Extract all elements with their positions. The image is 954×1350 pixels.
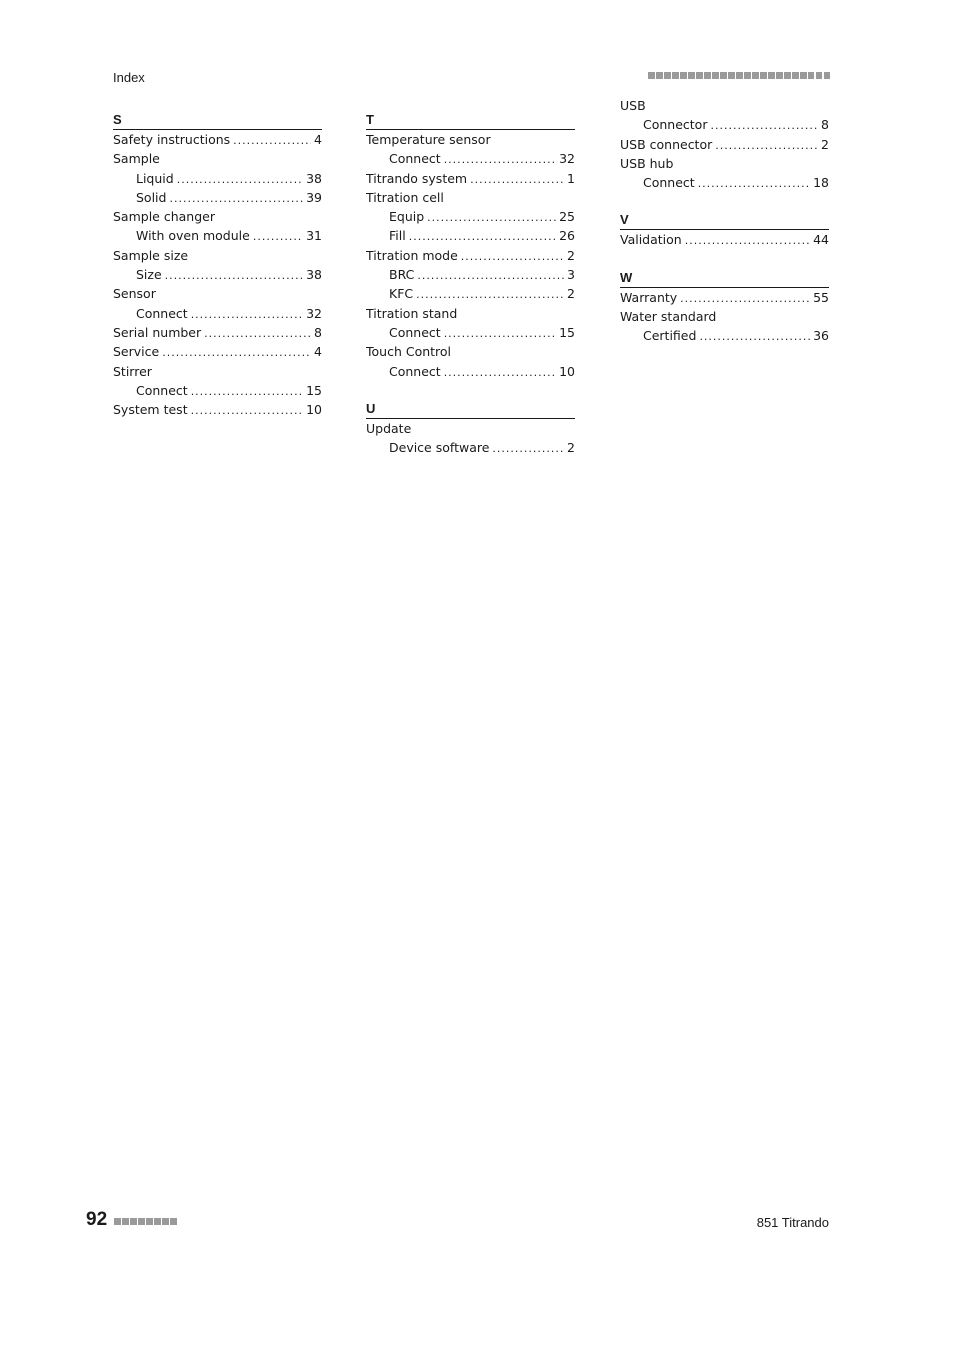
index-entry xyxy=(366,342,575,361)
index-subentry xyxy=(366,207,575,226)
entry-label: Titration mode xyxy=(366,247,458,263)
entry-label: Titration stand xyxy=(366,305,458,321)
entry-label: BRC xyxy=(389,267,415,283)
index-subentry xyxy=(366,265,575,284)
dot-leader xyxy=(162,343,311,361)
index-column-3 xyxy=(620,98,829,364)
entry-page-number: 15 xyxy=(559,324,575,340)
decorative-square xyxy=(720,72,727,79)
dot-leader xyxy=(191,382,303,400)
index-section xyxy=(366,110,575,381)
index-section xyxy=(620,268,829,346)
dot-leader xyxy=(461,247,564,265)
section-letter-heading: W xyxy=(620,268,829,288)
footer-decorative-squares xyxy=(114,1218,177,1225)
decorative-square xyxy=(648,72,655,79)
index-subentry xyxy=(113,169,322,188)
entry-page-number: 2 xyxy=(821,136,829,152)
entry-page-number: 18 xyxy=(813,175,829,191)
index-entry xyxy=(113,149,322,168)
entry-label: Device software xyxy=(389,440,490,456)
entry-label: Connector xyxy=(643,117,708,133)
index-entry xyxy=(620,230,829,249)
index-subentry xyxy=(113,265,322,284)
decorative-square xyxy=(800,72,807,79)
entry-page-number: 10 xyxy=(306,402,322,418)
index-section xyxy=(620,210,829,249)
entry-label: Sample changer xyxy=(113,209,215,225)
decorative-square xyxy=(146,1218,153,1225)
decorative-square xyxy=(672,72,679,79)
entry-label: USB hub xyxy=(620,155,674,171)
entry-page-number: 2 xyxy=(567,247,575,263)
entry-label: Service xyxy=(113,344,160,360)
entry-label: Connect xyxy=(389,363,441,379)
index-entry xyxy=(366,169,575,188)
dot-leader xyxy=(191,305,303,323)
section-letter-heading: T xyxy=(366,110,575,130)
entry-label: Safety instructions xyxy=(113,132,231,147)
decorative-square xyxy=(154,1218,161,1225)
index-entry xyxy=(366,304,575,323)
entry-page-number: 55 xyxy=(813,289,829,305)
decorative-square xyxy=(792,72,799,79)
index-entry xyxy=(620,96,829,115)
entry-page-number: 39 xyxy=(306,189,322,205)
entry-page-number: 26 xyxy=(559,228,575,244)
index-entry xyxy=(366,419,575,438)
decorative-square xyxy=(162,1218,169,1225)
entry-page-number: 25 xyxy=(559,209,575,225)
decorative-square xyxy=(680,72,687,79)
decorative-square xyxy=(696,72,703,79)
index-entry xyxy=(113,284,322,303)
index-column-2 xyxy=(366,110,575,475)
index-subentry xyxy=(366,284,575,303)
entry-page-number: 38 xyxy=(306,170,322,186)
entry-label: Connect xyxy=(136,382,188,398)
entry-page-number: 2 xyxy=(567,286,575,302)
section-letter-heading: U xyxy=(366,399,575,419)
decorative-square xyxy=(130,1218,137,1225)
entry-page-number: 4 xyxy=(314,132,322,147)
index-entry xyxy=(113,246,322,265)
entry-label: Solid xyxy=(136,189,167,205)
running-header-title: Index xyxy=(113,70,145,85)
entry-label: Fill xyxy=(389,228,406,244)
entry-label: Liquid xyxy=(136,170,174,186)
decorative-square xyxy=(784,72,791,79)
index-entry xyxy=(620,307,829,326)
entry-label: Serial number xyxy=(113,324,202,340)
decorative-square xyxy=(744,72,751,79)
decorative-square xyxy=(760,72,767,79)
entry-page-number: 10 xyxy=(559,363,575,379)
entry-label: Size xyxy=(136,267,162,283)
decorative-square xyxy=(122,1218,129,1225)
decorative-square xyxy=(138,1218,145,1225)
page-number: 92 xyxy=(86,1209,108,1230)
entry-label: Temperature sensor xyxy=(366,132,491,147)
entry-page-number: 8 xyxy=(821,117,829,133)
index-entry xyxy=(113,342,322,361)
dot-leader xyxy=(698,174,810,192)
dot-leader xyxy=(233,131,311,149)
decorative-square xyxy=(114,1218,121,1225)
section-letter-heading: V xyxy=(620,210,829,230)
index-subentry xyxy=(366,323,575,342)
index-column-1 xyxy=(113,110,322,437)
dot-leader xyxy=(470,170,564,188)
decorative-square xyxy=(776,72,783,79)
dot-leader xyxy=(699,327,810,345)
product-name: 851 Titrando xyxy=(756,1215,829,1230)
entry-label: Sensor xyxy=(113,286,156,302)
entry-label: Stirrer xyxy=(113,363,152,379)
index-section xyxy=(113,110,322,419)
decorative-square xyxy=(736,72,743,79)
index-entry xyxy=(620,288,829,307)
entry-page-number: 8 xyxy=(314,324,322,340)
index-entry xyxy=(113,362,322,381)
entry-label: Connect xyxy=(643,175,695,191)
entry-label: USB xyxy=(620,98,646,113)
index-subentry xyxy=(620,173,829,192)
decorative-square xyxy=(656,72,663,79)
index-subentry xyxy=(113,381,322,400)
index-subentry xyxy=(113,188,322,207)
entry-page-number: 32 xyxy=(306,305,322,321)
index-section xyxy=(620,96,829,192)
decorative-square xyxy=(664,72,671,79)
decorative-square xyxy=(824,72,831,79)
dot-leader xyxy=(680,289,810,307)
decorative-square xyxy=(808,72,815,79)
entry-page-number: 15 xyxy=(306,382,322,398)
decorative-square xyxy=(688,72,695,79)
dot-leader xyxy=(169,189,303,207)
dot-leader xyxy=(444,324,556,342)
entry-page-number: 4 xyxy=(314,344,322,360)
decorative-square xyxy=(728,72,735,79)
entry-label: Certified xyxy=(643,328,697,344)
index-entry xyxy=(620,154,829,173)
index-subentry xyxy=(366,438,575,457)
index-subentry xyxy=(366,149,575,168)
decorative-square xyxy=(816,72,823,79)
dot-leader xyxy=(492,439,564,457)
index-subentry xyxy=(366,362,575,381)
dot-leader xyxy=(710,116,818,134)
dot-leader xyxy=(165,266,303,284)
index-subentry xyxy=(620,326,829,345)
index-entry xyxy=(366,188,575,207)
entry-label: Connect xyxy=(389,324,441,340)
entry-label: Validation xyxy=(620,232,682,248)
entry-label: KFC xyxy=(389,286,414,302)
index-entry xyxy=(620,135,829,154)
dot-leader xyxy=(204,324,311,342)
entry-label: Titration cell xyxy=(366,189,444,205)
dot-leader xyxy=(715,136,818,154)
index-entry xyxy=(366,130,575,149)
entry-page-number: 3 xyxy=(567,267,575,283)
dot-leader xyxy=(685,231,810,249)
entry-page-number: 38 xyxy=(306,267,322,283)
dot-leader xyxy=(177,170,303,188)
dot-leader xyxy=(409,227,556,245)
decorative-square xyxy=(752,72,759,79)
decorative-square xyxy=(768,72,775,79)
entry-label: Titrando system xyxy=(366,170,468,186)
entry-label: Connect xyxy=(136,305,188,321)
entry-label: Sample xyxy=(113,151,160,167)
dot-leader xyxy=(427,208,556,226)
entry-label: Connect xyxy=(389,151,441,167)
dot-leader xyxy=(444,363,556,381)
index-subentry xyxy=(620,115,829,134)
dot-leader xyxy=(191,401,304,419)
index-entry xyxy=(113,207,322,226)
dot-leader xyxy=(253,227,303,245)
entry-page-number: 36 xyxy=(813,328,829,344)
index-entry xyxy=(113,323,322,342)
entry-page-number: 44 xyxy=(813,232,829,248)
decorative-square xyxy=(712,72,719,79)
entry-label: System test xyxy=(113,402,188,418)
entry-page-number: 31 xyxy=(306,228,322,244)
entry-label: With oven module xyxy=(136,228,250,244)
decorative-square xyxy=(170,1218,177,1225)
index-section xyxy=(366,399,575,458)
dot-leader xyxy=(416,285,564,303)
entry-label: Update xyxy=(366,420,412,436)
index-subentry xyxy=(113,226,322,245)
entry-page-number: 32 xyxy=(559,151,575,167)
entry-label: Sample size xyxy=(113,247,189,263)
entry-page-number: 2 xyxy=(567,440,575,456)
index-entry xyxy=(113,130,322,149)
dot-leader xyxy=(444,150,556,168)
section-letter-heading: S xyxy=(113,110,322,130)
entry-label: USB connector xyxy=(620,136,713,152)
entry-label: Warranty xyxy=(620,289,678,305)
index-entry xyxy=(113,400,322,419)
header-decorative-squares xyxy=(648,72,830,79)
decorative-square xyxy=(704,72,711,79)
entry-page-number: 1 xyxy=(567,170,575,186)
index-subentry xyxy=(113,304,322,323)
index-entry xyxy=(366,246,575,265)
entry-label: Touch Control xyxy=(366,344,452,360)
dot-leader xyxy=(417,266,564,284)
index-subentry xyxy=(366,226,575,245)
entry-label: Equip xyxy=(389,209,425,225)
entry-label: Water standard xyxy=(620,309,717,325)
